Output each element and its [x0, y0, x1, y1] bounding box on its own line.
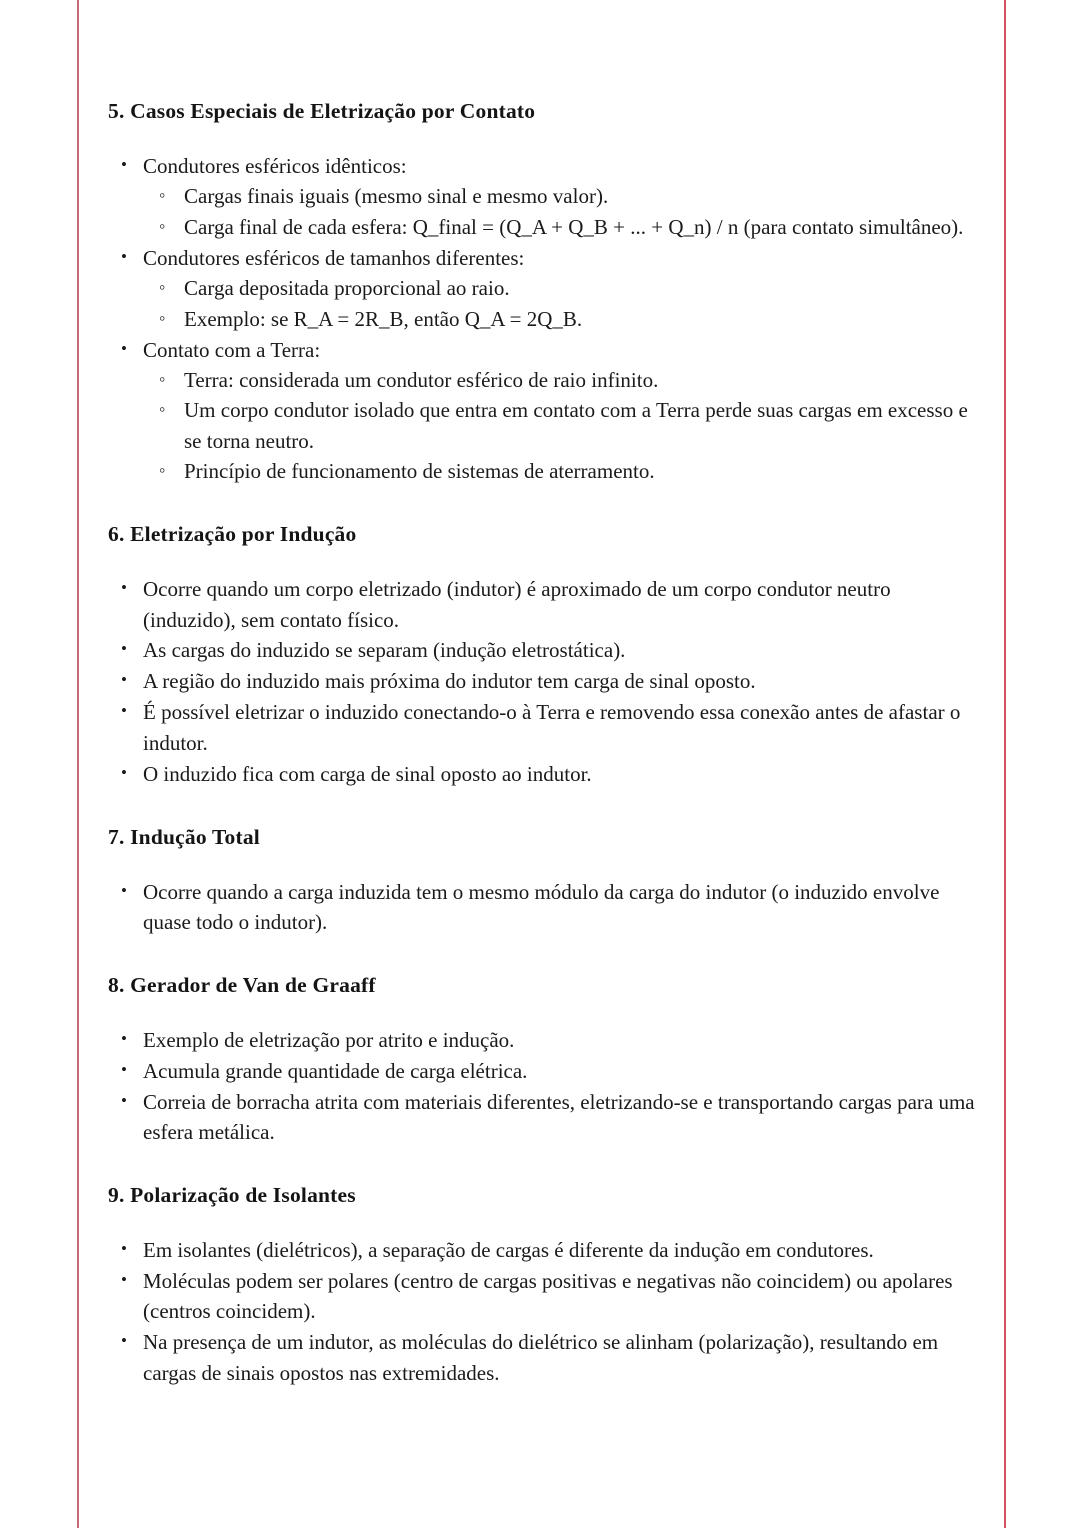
list-item — [108, 574, 978, 635]
sub-list-item-text: ◦ Terra: considerada um condutor esférico de raio infinito. — [184, 365, 978, 395]
list-item-text: • Correia de borracha atrita com materiais diferentes, eletrizando-se e transportando cargas para uma esfera metálica. — [143, 1087, 978, 1148]
sub-list-item — [143, 395, 978, 456]
bullet-list — [108, 574, 978, 789]
list-item-text: • O induzido fica com carga de sinal oposto ao indutor. — [143, 759, 978, 789]
list-item — [108, 666, 978, 696]
sub-list-item-text: ◦ Um corpo condutor isolado que entra em contato com a Terra perde suas cargas em excesso e se torna neutro. — [184, 395, 978, 456]
list-item-text: • A região do induzido mais próxima do indutor tem carga de sinal oposto. — [143, 666, 978, 696]
sub-bullet-list — [143, 365, 978, 487]
list-item-text: • Na presença de um indutor, as moléculas do dielétrico se alinham (polarização), resultando em cargas de sinais opostos nas extremidades. — [143, 1327, 978, 1388]
bullet-list — [108, 1235, 978, 1388]
left-margin-rule — [77, 0, 79, 1528]
list-item-text: • Condutores esféricos idênticos: — [143, 151, 978, 181]
list-item — [108, 697, 978, 758]
list-item-text: • Acumula grande quantidade de carga elétrica. — [143, 1056, 978, 1086]
heading-gap — [108, 999, 978, 1025]
list-item — [108, 877, 978, 938]
section-heading: 7. Indução Total — [108, 824, 260, 849]
list-item-text: • Contato com a Terra: — [143, 335, 978, 365]
list-item-text: • Em isolantes (dielétricos), a separação de cargas é diferente da indução em condutores. — [143, 1235, 978, 1265]
list-item — [108, 1056, 978, 1086]
heading-gap — [108, 1209, 978, 1235]
sub-list-item — [143, 273, 978, 303]
list-item-text: • Ocorre quando um corpo eletrizado (indutor) é aproximado de um corpo condutor neutro (induzido), sem contato físico. — [143, 574, 978, 635]
right-margin-rule — [1004, 0, 1006, 1528]
list-item-text: • Exemplo de eletrização por atrito e indução. — [143, 1025, 978, 1055]
sub-list-item-text: ◦ Princípio de funcionamento de sistemas de aterramento. — [184, 456, 978, 486]
list-item — [108, 635, 978, 665]
heading-gap — [108, 548, 978, 574]
section-heading: 8. Gerador de Van de Graaff — [108, 972, 376, 997]
list-item — [108, 1235, 978, 1265]
document-content — [108, 98, 978, 1389]
section-heading: 6. Eletrização por Indução — [108, 522, 357, 547]
section-gap — [108, 790, 978, 824]
list-item-text: • Condutores esféricos de tamanhos diferentes: — [143, 243, 978, 273]
list-item — [108, 1025, 978, 1055]
list-item — [108, 243, 978, 334]
section-heading: 9. Polarização de Isolantes — [108, 1183, 356, 1207]
list-item-text: • As cargas do induzido se separam (indução eletrostática). — [143, 635, 978, 665]
section-heading: 5. Casos Especiais de Eletrização por Contato — [108, 99, 536, 123]
heading-gap — [108, 851, 978, 877]
sub-list-item-text: ◦ Carga depositada proporcional ao raio. — [184, 273, 978, 303]
sub-list-item-text: ◦ Carga final de cada esfera: Q_final = (Q_A + Q_B + ... + Q_n) / n (para contato simultâneo). — [184, 212, 978, 242]
section-gap — [108, 1148, 978, 1182]
list-item — [108, 759, 978, 789]
sub-list-item — [143, 304, 978, 334]
section-gap — [108, 938, 978, 972]
list-item — [108, 1327, 978, 1388]
section-gap — [108, 487, 978, 521]
sub-list-item — [143, 456, 978, 486]
list-item — [108, 1266, 978, 1327]
list-item-text: • Ocorre quando a carga induzida tem o mesmo módulo da carga do indutor (o induzido envolve quase todo o indutor). — [143, 877, 978, 938]
bullet-list — [108, 1025, 978, 1148]
list-item — [108, 151, 978, 242]
list-item — [108, 335, 978, 487]
sub-list-item — [143, 181, 978, 211]
sub-list-item-text: ◦ Exemplo: se R_A = 2R_B, então Q_A = 2Q_B. — [184, 304, 978, 334]
bullet-list — [108, 151, 978, 487]
list-item-text: • Moléculas podem ser polares (centro de cargas positivas e negativas não coincidem) ou apolares (centros coincidem). — [143, 1266, 978, 1327]
sub-bullet-list — [143, 181, 978, 242]
list-item-text: • É possível eletrizar o induzido conectando-o à Terra e removendo essa conexão antes de afastar o indutor. — [143, 697, 978, 758]
sub-list-item — [143, 212, 978, 242]
list-item — [108, 1087, 978, 1148]
sub-list-item-text: ◦ Cargas finais iguais (mesmo sinal e mesmo valor). — [184, 181, 978, 211]
heading-gap — [108, 125, 978, 151]
bullet-list — [108, 877, 978, 938]
sub-list-item — [143, 365, 978, 395]
sub-bullet-list — [143, 273, 978, 334]
